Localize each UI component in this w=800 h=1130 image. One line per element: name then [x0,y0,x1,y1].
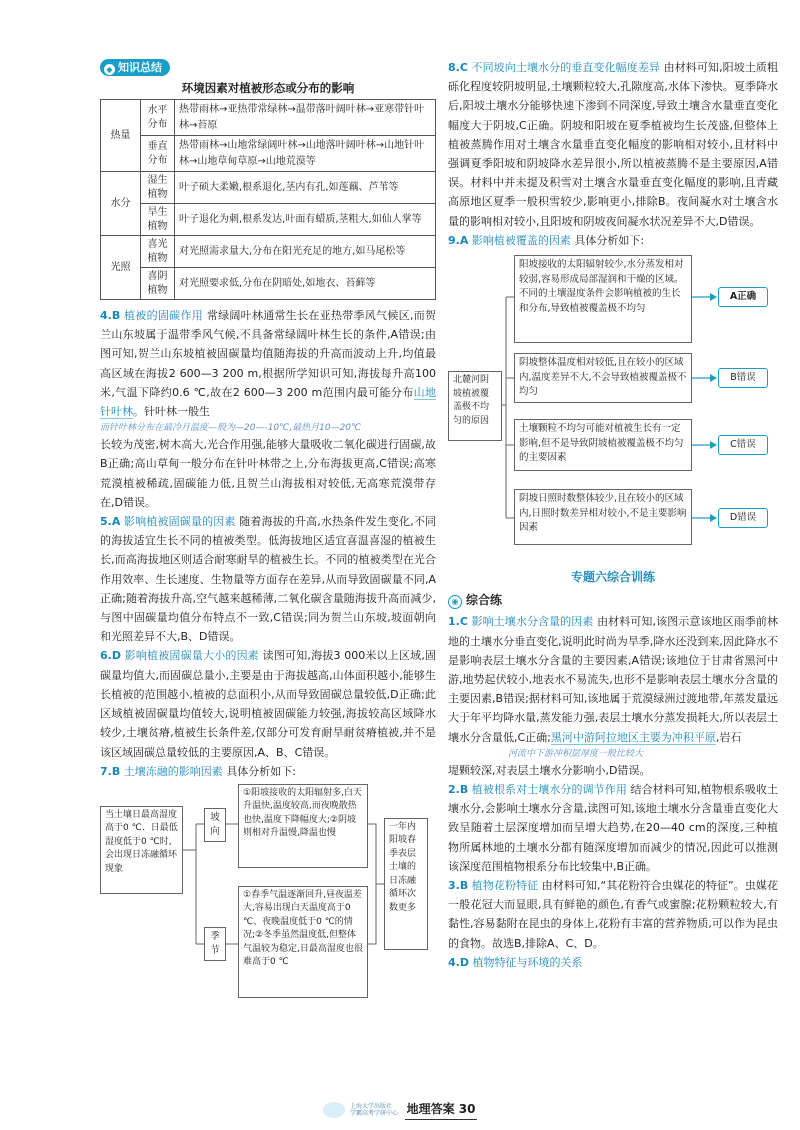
answer-tag: 影响土壤水分含量的因素 [471,615,594,629]
summary-table-title: 环境因素对植被形态或分布的影响 [181,81,355,96]
section-answer-1-cont: 堤颗较深,对表层土壤水分影响小,D错误。 [448,763,651,777]
summary-badge: ◆ 知识总结 [100,58,436,77]
answer-5: 5.A 影响植被固碳量的因素 随着海拔的升高,水热条件发生变化,不同的海拔适宜生长不同的植被类型。低海拔地区适宜喜温喜湿的植被生长,而高海拔地区则适合耐寒耐旱的植被生长。不同的植被类型在光合作用效率、生长速度、生物量等方面存在差异,从而导致固碳量不同,A正确;随着海拔升高,空气越来越稀薄,二氧化碳含量随海拔升高而减少,与图中固碳量均值分布特点不一致,C错误;同为贺兰山东坡,坡面朝向和光照差异不大,B、D错误。 [100,515,436,644]
table-row [101,204,436,236]
q7-right-box: 一年内阳坡春季表层土壤的日冻融循环次数更多 [384,818,428,950]
factor-cell: 光照 [101,236,141,300]
left-column [100,58,436,999]
answer-8: 8.C 不同坡向土壤水分的垂直变化幅度差异 由材料可知,阳坡土质粗砾化程度较阴坡明显,土壤颗粒较大,孔隙度高,水体下渗快。夏季降水后,阳坡土壤水分能够快速下渗到不同深度,导致土壤含水量垂直变化幅度大于阴坡,C正确。阴坡和阳坡在夏季植被均生长茂盛,但整体上植被蒸腾作用对土壤含水量垂直变化幅度的影响相对较小,且材料中强调夏季阳坡和阴坡降水差异很小,所以植被蒸腾不是主要原因,A错误。材料中并未提及积雪对土壤含水量垂直变化幅度的影响,且青藏高原地区夏季一般积雪较少,影响更小,排除B。夜间凝水对土壤含水量的影响相对较小,且阳坡和阴坡夜间凝水状况差异不大,D错误。 [448,61,779,228]
highlight: 山地针叶林 [100,385,437,419]
answer-tag: 影响植被固碳量的因素 [124,515,236,529]
q9-diagram [448,253,778,558]
q9-result-4: D错误 [718,508,768,528]
section-title: 专题六综合训练 [570,570,655,585]
section-answer-4: 4.D 植物特征与环境的关系 [448,955,583,969]
answer-tag: 植物花粉特征 [471,879,539,893]
desc-cell: 叶子退化为刺,根系发达,叶面有蜡质,茎粗大,如仙人掌等 [175,204,436,236]
answer-9: 9.A 影响植被覆盖的因素 具体分析如下: [448,233,645,247]
summary-icon: ◆ [104,64,115,75]
section-answer-3: 3.B 植物花粉特征 由材料可知,“其花粉符合虫媒花的特征”。虫媒花一般花冠大而显眼,具有鲜艳的颜色,有香气或蜜腺;花粉颗粒较大,有黏性,容易黏附在昆虫的身体上,花粉有丰富的营养物质,可以作为昆虫的食物。故选B,排除A、C、D。 [448,879,778,950]
q9-branch-2: 阴坡整体温度相对较低,且在较小的区域内,温度差异不大,不会导致植被覆盖极不均匀 [514,353,692,403]
factor-cell: 热量 [101,100,141,172]
answer-tag: 植被根系对土壤水分的调节作用 [471,783,627,797]
q9-root-box: 北麓河阴坡植被覆盖极不均匀的原因 [448,371,502,441]
table-row [101,100,436,136]
answer-tag: 植被的固碳作用 [124,309,204,323]
q9-result-3: C错误 [718,435,768,455]
answer-tag: 不同坡向土壤水分的垂直变化幅度差异 [471,61,661,74]
answer-tag: 植物特征与环境的关系 [472,955,583,969]
q7-season-box: 季节 [204,927,226,961]
summary-table [100,99,436,300]
q7-diagram [100,784,436,999]
desc-cell: 热带雨林→山地常绿阔叶林→山地落叶阔叶林→山地针叶林→山地草甸草原→山地荒漠等 [175,136,436,172]
desc-cell: 对光照要求低,分布在阴暗处,如地衣、苔藓等 [175,268,436,300]
highlight: 黑河中游阿拉地区主要为冲积平原 [550,730,716,744]
right-column [448,58,778,972]
q7-slope-box: 坡向 [204,808,226,842]
q9-branch-3: 土壤颗粒不均匀可能对植被生长有一定影响,但不是导致阴坡植被覆盖极不均匀的主要因素 [514,419,692,471]
section-answer-2: 2.B 植被根系对土壤水分的调节作用 结合材料可知,植物根系吸收土壤水分,会影响土壤水分含量,读图可知,该地土壤水分含量垂直变化大致呈随着土层深度增加而呈增大趋势,在20—40 cm的深度,三种植物所属林地的土壤水分都有随深度增加而减少的情况,因此可以推测该深度范围植物根系分布比较集中,B正确。 [448,783,779,873]
page-footer [0,1100,800,1120]
sub-cell: 水平分布 [141,100,175,136]
sub-cell: 湿生植物 [141,172,175,204]
q9-branch-1: 阳坡接收的太阳辐射较少,水分蒸发相对较弱,容易形成局部湿润和干燥的区域。不同的土壤湿度条件会影响植被的生长和分布,导致植被覆盖极不均匀 [514,255,692,343]
answer-4: 4.B 植被的固碳作用 常绿阔叶林通常生长在亚热带季风气候区,而贺兰山东坡属于温带季风气候,不具备常绿阔叶林生长的条件,A错误;由图可知,贺兰山东坡植被固碳量均值随海拔的升高而波动上升,均值最高区域在海拔2 600—3 200 m,根据所学知识可知,海拔每升高100米,气温下降约0.6 ℃,故在2 600—3 200 m范围内最可能分布山地针叶林。针叶林一般生 [100,309,437,419]
answer-tag: 土壤冻融的影响因素 [123,764,223,778]
q7-bottom-box: ①春季气温逐渐回升,昼夜温差大,容易出现白天温度高于0 ℃、夜晚温度低于0 ℃的情况;②冬季虽然温度低,但整体气温较为稳定,日最高湿度也很难高于0 ℃ [238,886,368,998]
answer-4-cont: 长较为茂密,树木高大,光合作用强,能够大量吸收二氧化碳进行固碳,故B正确;高山草甸一般分布在针叶林带之上,分布海拔更高,C错误;高寒荒漠植被稀疏,固碳能力低,且贺兰山海拔相对较低,无高寒荒漠带存在,D错误。 [100,438,436,509]
table-row [101,268,436,300]
section-answer-1: 1.C 影响土壤水分含量的因素 由材料可知,该图示意该地区雨季前林地的土壤水分垂直变化,说明此时尚为旱季,降水还没到来,因此降水不是影响表层土壤水分含量的主要因素,A错误;该地位于甘肃省黑河中游,地势起伏较小,地表水不易流失,也形不是影响表层土壤水分含量的主要因素,B错误;据材料可知,该地属于荒漠绿洲过渡地带,年蒸发量远大于年平均降水量,蒸发能力强,表层土壤水分蒸发损耗大,所以表层土壤水分含量低,C正确;黑河中游阿拉地区主要为冲积平原,岩石 [448,615,779,744]
answer-7: 7.B 土壤冻融的影响因素 具体分析如下: [100,764,296,778]
q9-result-1: A正确 [718,287,768,307]
table-row [101,136,436,172]
desc-cell: 对光照需求量大,分布在阳光充足的地方,如马尾松等 [175,236,436,268]
publisher-logo-icon [323,1102,345,1118]
answer-tag: 影响植被覆盖的因素 [471,233,571,247]
desc-cell: 热带雨林→亚热带常绿林→温带落叶阔叶林→亚寒带针叶林→苔原 [175,100,436,136]
q7-left-box: 当土壤日最高湿度高于0 ℃、日最低湿度低于0 ℃时,会出现日冻融循环现象 [100,806,183,894]
sub-cell: 喜阴植物 [141,268,175,300]
sub-cell: 旱生植物 [141,204,175,236]
sub-cell: 喜光植物 [141,236,175,268]
publisher-text: 上海大学出版社 学霸高考学研中心 [350,1103,399,1118]
factor-cell: 水分 [101,172,141,236]
table-row [101,172,436,204]
desc-cell: 叶子硕大柔嫩,根系退化,茎内有孔,如莲藕、芦苇等 [175,172,436,204]
q7-top-box: ①阳坡接收的太阳辐射多,白天升温快,温度较高,而夜晚散热也快,温度下降幅度大;②阴坡则相对升温慢,降温也慢 [238,784,368,868]
answer-tag: 影响植被固碳量大小的因素 [124,649,259,663]
page-number: 地理答案 30 [405,1100,478,1120]
answer-6: 6.D 影响植被固碳量大小的因素 读图可知,海拔3 000米以上区域,固碳量均值大,而固碳总量小,主要是由于海拔越高,山体面积越小,能够生长植被的范围越小,植被的总面积小,从而导致固碳总量较低,D正确;此区域植被固碳量均值较大,说明植被固碳能力较强,海拔较高区域降水较少,土壤贫瘠,植被生长条件差,仅部分可发育耐旱耐贫瘠植被,并不是该区域固碳总量较低的主要原因,A、B、C错误。 [100,649,437,759]
table-row [101,236,436,268]
circle-icon: ◉ [448,595,462,609]
q9-branch-4: 阴坡日照时数整体较少,且在较小的区域内,日照时数差异相对较小,不是主要影响因素 [514,489,692,545]
handwritten-note: 河流中下游冲积层厚度一般比较大 [508,748,644,759]
sub-cell: 垂直分布 [141,136,175,172]
handwritten-note: 而针叶林分布在最冷月温度—般为—20—-10℃,最热月10—20℃ [100,423,362,434]
q9-result-2: B错误 [718,368,768,388]
subsection-title: ◉ 综合练 [448,591,778,610]
